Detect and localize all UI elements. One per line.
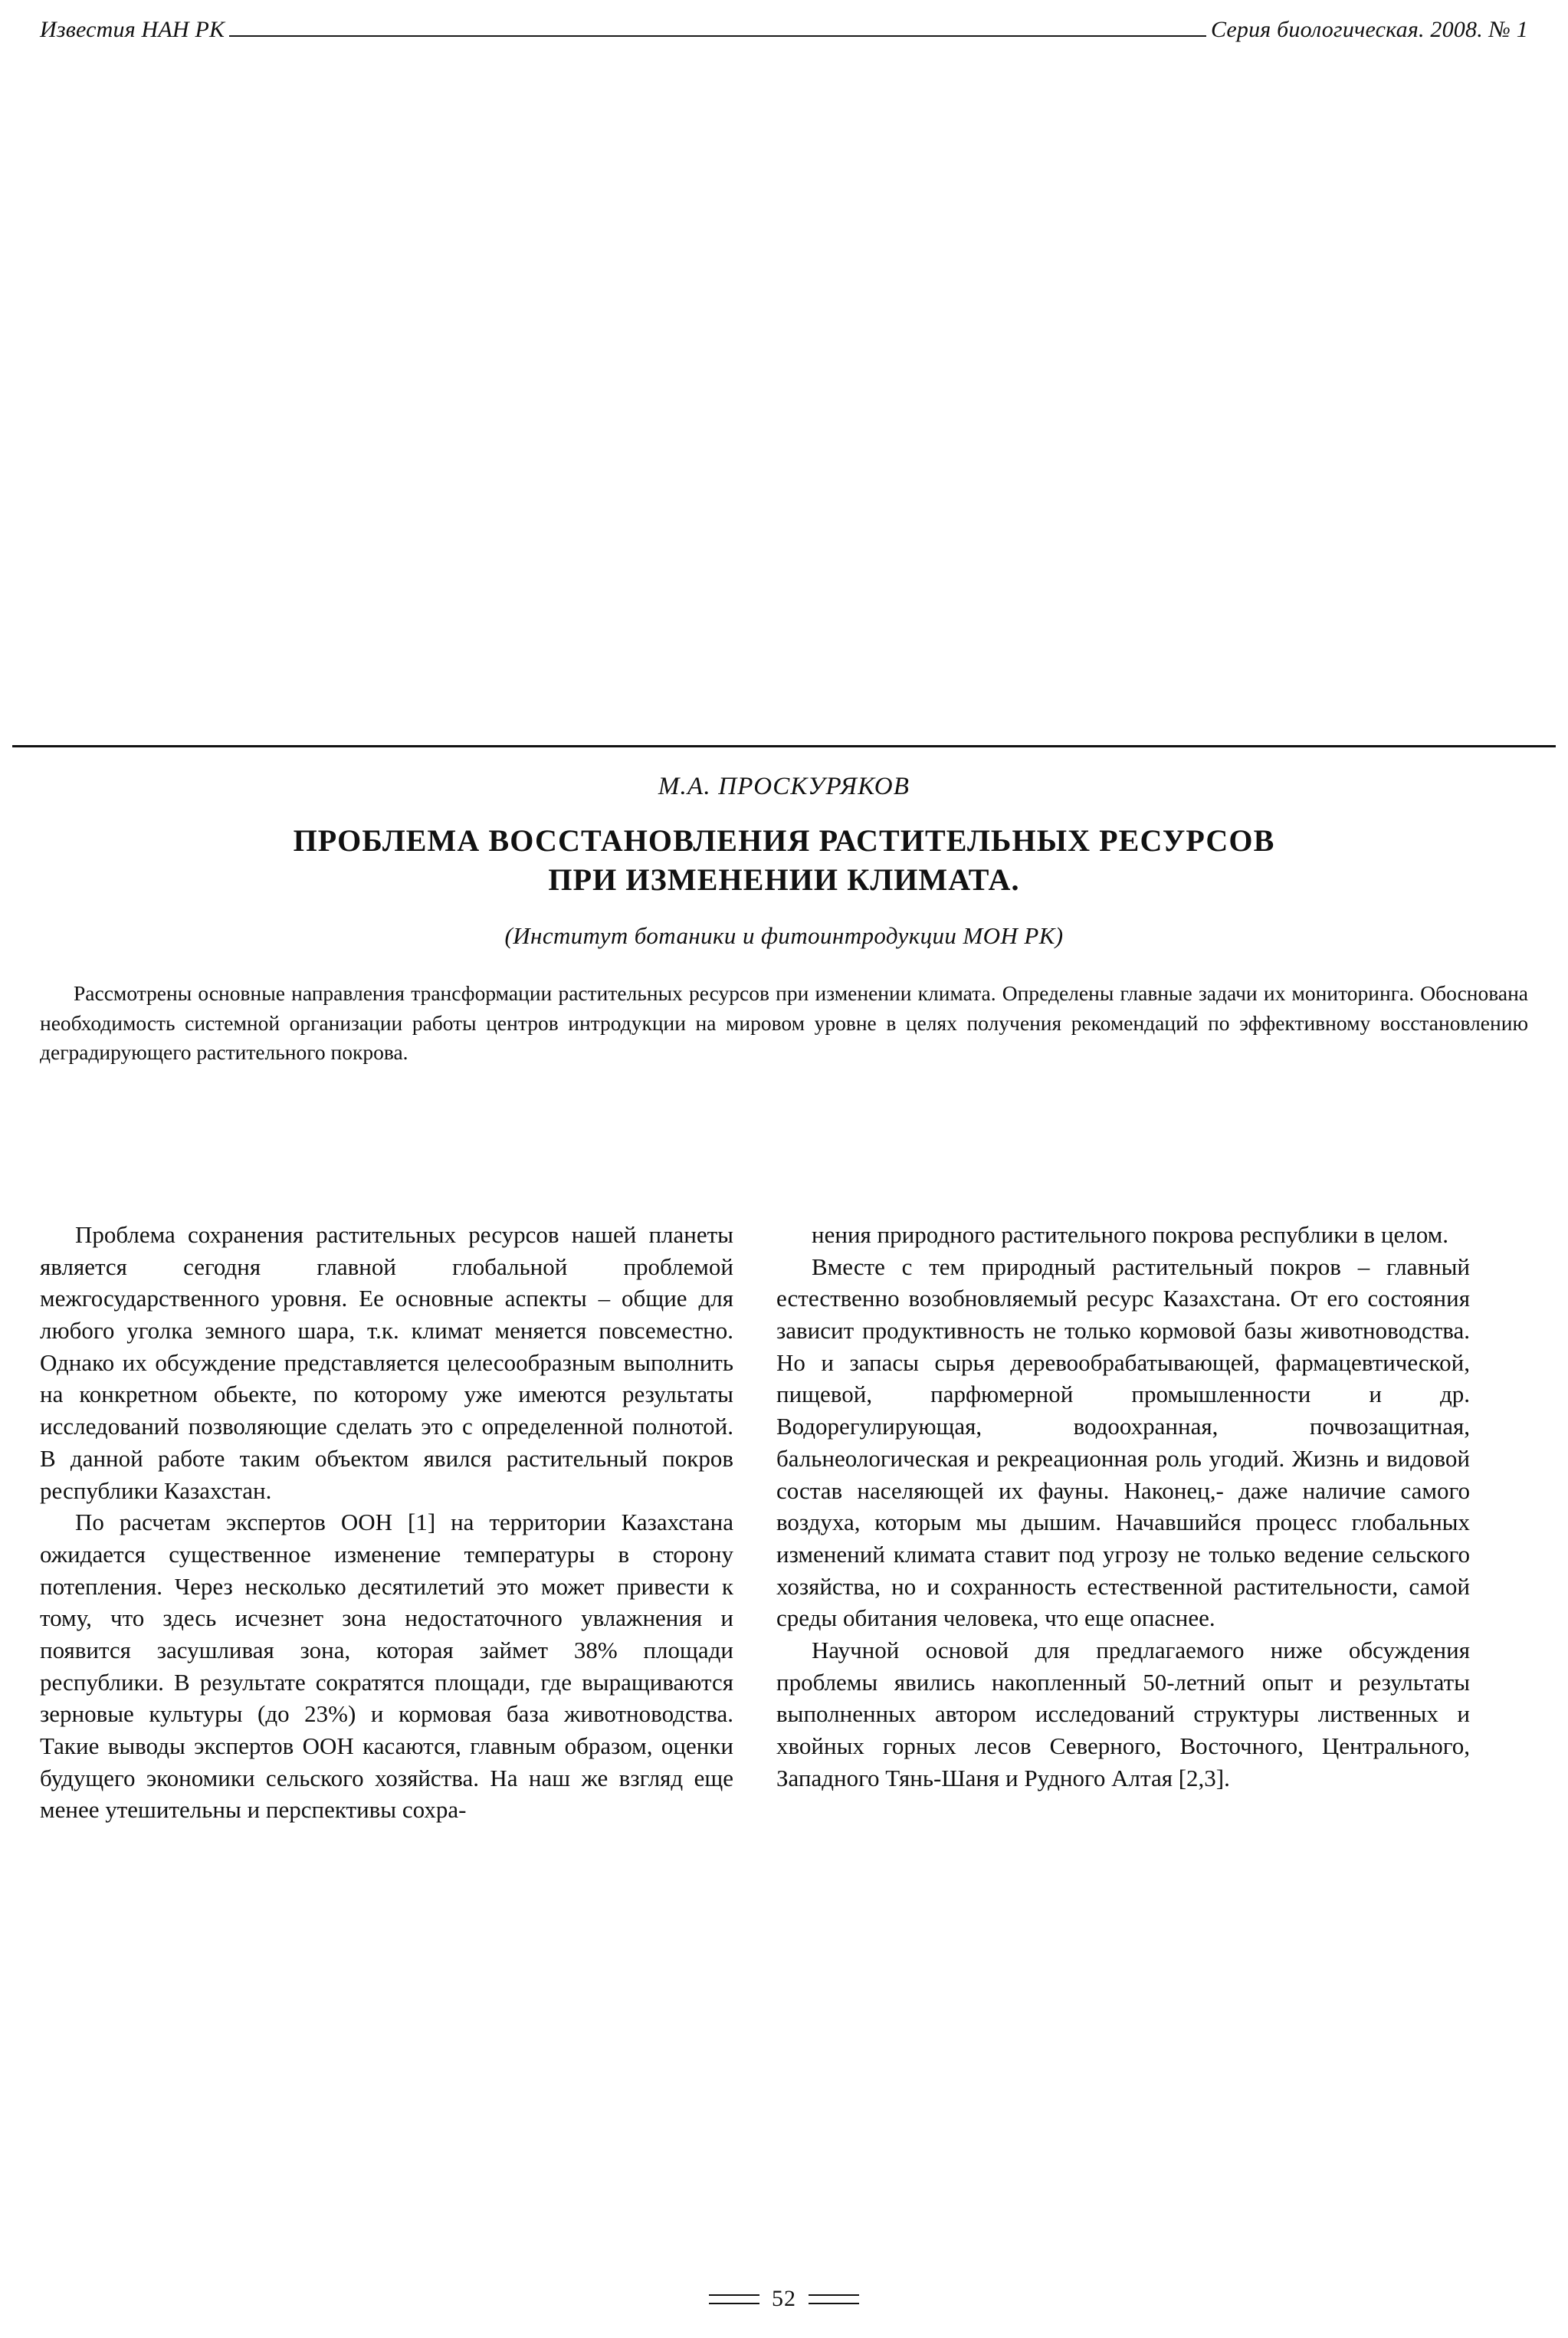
- running-head-journal: Известия НАН РК: [40, 17, 225, 42]
- article-affiliation: (Институт ботаники и фитоинтродукции МОН РК): [504, 922, 1064, 950]
- article-body: [40, 1219, 1528, 1826]
- footer-right-ornament: [809, 2294, 859, 2304]
- abstract-paragraph: Рассмотрены основные направления трансформации растительных ресурсов при изменении климата. Определены главные задачи их мониторинга. Обоснована необходимость системной организации работы центров интродукции на мировом уровне в целях получения рекомендаций по эффективному восстановлению деградирующего растительного покрова.: [40, 981, 1528, 1065]
- body-paragraph: Проблема сохранения растительных ресурсов нашей планеты является сегодня главной глобальной проблемой межгосударственного уровня. Ее основные аспекты – общие для любого уголка земного шара, т.к. климат меняется повсеместно. Однако их обсуждение представляется целесообразным выполнить на конкретном обьекте, по которому уже имеются результаты исследований позволяющие сделать это с определенной полнотой. В данной работе таким объектом явился растительный покров республики Казахстан.: [40, 1221, 733, 1504]
- body-paragraph: По расчетам экспертов ООН [1] на территории Казахстана ожидается существенное изменение температуры в сторону потепления. Через несколько десятилетий это может привести к тому, что здесь исчезнет зона недостаточного увлажнения и появится засушливая зона, которая займет 38% площади республики. В результате сократятся площади, где выращиваются зерновые культуры (до 23%) и кормовая база животноводства. Такие выводы экспертов ООН касаются, главным образом, оценки будущего экономики сельского хозяйства. На наш же взгляд еще менее утешительны и перспективы сохра-: [40, 1509, 733, 1824]
- body-column-right: [776, 1219, 1470, 1826]
- body-paragraph: нения природного растительного покрова республики в целом.: [812, 1221, 1449, 1248]
- article-header: [40, 763, 1528, 1068]
- running-head-series: Серия биологическая. 2008. № 1: [1210, 17, 1528, 42]
- running-head-rule: [229, 35, 1206, 37]
- body-paragraph: Научной основой для предлагаемого ниже обсуждения проблемы явились накопленный 50-летний опыт и результаты выполненных автором исследований структуры лиственных и хвойных горных лесов Северного, Восточного, Центрального, Западного Тянь-Шаня и Рудного Алтая [2,3].: [776, 1636, 1470, 1791]
- article-abstract: [40, 979, 1528, 1068]
- footer-left-ornament: [709, 2294, 759, 2304]
- article-title-line2: ПРИ ИЗМЕНЕНИИ КЛИМАТА.: [548, 862, 1020, 898]
- body-column-left: [40, 1219, 733, 1826]
- article-separator-rule: [12, 745, 1556, 747]
- running-head: [40, 17, 1528, 60]
- blank-scan-area: [0, 69, 1568, 744]
- article-author: М.А. ПРОСКУРЯКОВ: [658, 773, 910, 800]
- body-paragraph: Вместе с тем природный растительный покров – главный естественно возобновляемый ресурс Казахстана. От его состояния зависит продуктивность не только кормовой базы животноводства. Но и запасы сырья деревообрабатывающей, фармацевтической, пищевой, парфюмерной промышленности и др. Водорегулирующая, водоохранная, почвозащитная, бальнеологическая и рекреационная роль угодий. Жизнь и видовой состав населяющей их фауны. Наконец,- даже наличие самого воздуха, которым мы дышим. Начавшийся процесс глобальных изменений климата ставит под угрозу не только ведение сельского хозяйства, но и сохранность естественной растительности, самой среды обитания человека, что еще опаснее.: [776, 1253, 1470, 1632]
- article-title: [40, 821, 1528, 899]
- page-number: 52: [772, 2286, 796, 2311]
- page-footer: [0, 2286, 1568, 2312]
- article-title-line1: ПРОБЛЕМА ВОССТАНОВЛЕНИЯ РАСТИТЕЛЬНЫХ РЕСУРСОВ: [293, 823, 1275, 858]
